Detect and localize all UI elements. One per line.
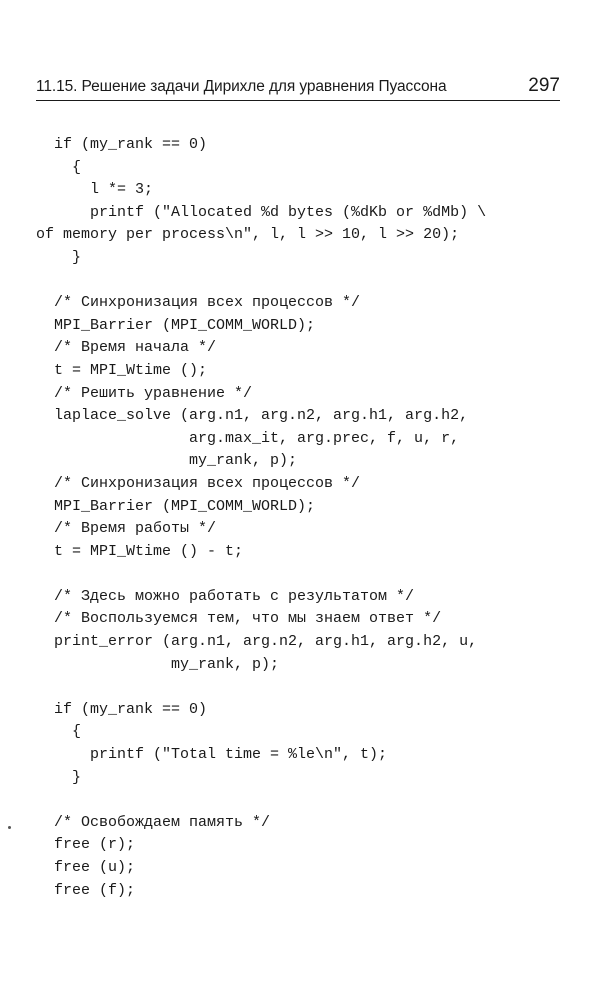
- running-header: [36, 76, 560, 101]
- scan-speck: [8, 826, 11, 829]
- code-line: /* Здесь можно работать с результатом */: [36, 587, 415, 605]
- code-line: {: [36, 723, 82, 741]
- code-line: free (f);: [36, 881, 136, 899]
- code-line: t = MPI_Wtime () - t;: [36, 542, 244, 560]
- code-listing: [36, 134, 596, 902]
- code-line: [36, 789, 596, 812]
- code-line: my_rank, p);: [36, 655, 280, 673]
- code-line: /* Решить уравнение */: [36, 384, 253, 402]
- code-line: arg.max_it, arg.prec, f, u, r,: [36, 429, 460, 447]
- code-line: printf ("Allocated %d bytes (%dKb or %dMb) \: [36, 203, 487, 221]
- code-line: l *= 3;: [36, 181, 154, 199]
- section-title: 11.15. Решение задачи Дирихле для уравнения Пуассона: [36, 78, 447, 95]
- code-line: MPI_Barrier (MPI_COMM_WORLD);: [36, 497, 316, 515]
- code-line: /* Синхронизация всех процессов */: [36, 294, 361, 312]
- code-line: /* Время начала */: [36, 339, 217, 357]
- code-line: }: [36, 248, 82, 266]
- code-line: [36, 270, 596, 293]
- code-line: /* Воспользуемся тем, что мы знаем ответ */: [36, 610, 442, 628]
- code-line: }: [36, 768, 82, 786]
- code-line: [36, 563, 596, 586]
- code-line: free (u);: [36, 859, 136, 876]
- code-line: if (my_rank == 0): [36, 136, 208, 153]
- code-line: if (my_rank == 0): [36, 700, 208, 718]
- code-line: /* Освобождаем память */: [36, 813, 271, 831]
- code-line: of memory per process\n", l, l >> 10, l >> 20);: [36, 226, 460, 244]
- code-line: {: [36, 158, 82, 176]
- code-line: printf ("Total time = %le\n", t);: [36, 746, 388, 764]
- code-line: /* Время работы */: [36, 520, 217, 538]
- code-line: laplace_solve (arg.n1, arg.n2, arg.h1, arg.h2,: [36, 407, 469, 425]
- page-number: 297: [528, 75, 560, 96]
- code-line: /* Синхронизация всех процессов */: [36, 474, 361, 492]
- code-line: free (r);: [36, 836, 136, 854]
- code-line: [36, 676, 596, 699]
- code-line: print_error (arg.n1, arg.n2, arg.h1, arg.h2, u,: [36, 633, 478, 651]
- code-line: MPI_Barrier (MPI_COMM_WORLD);: [36, 316, 316, 334]
- code-line: t = MPI_Wtime ();: [36, 361, 208, 379]
- code-line: my_rank, p);: [36, 452, 298, 470]
